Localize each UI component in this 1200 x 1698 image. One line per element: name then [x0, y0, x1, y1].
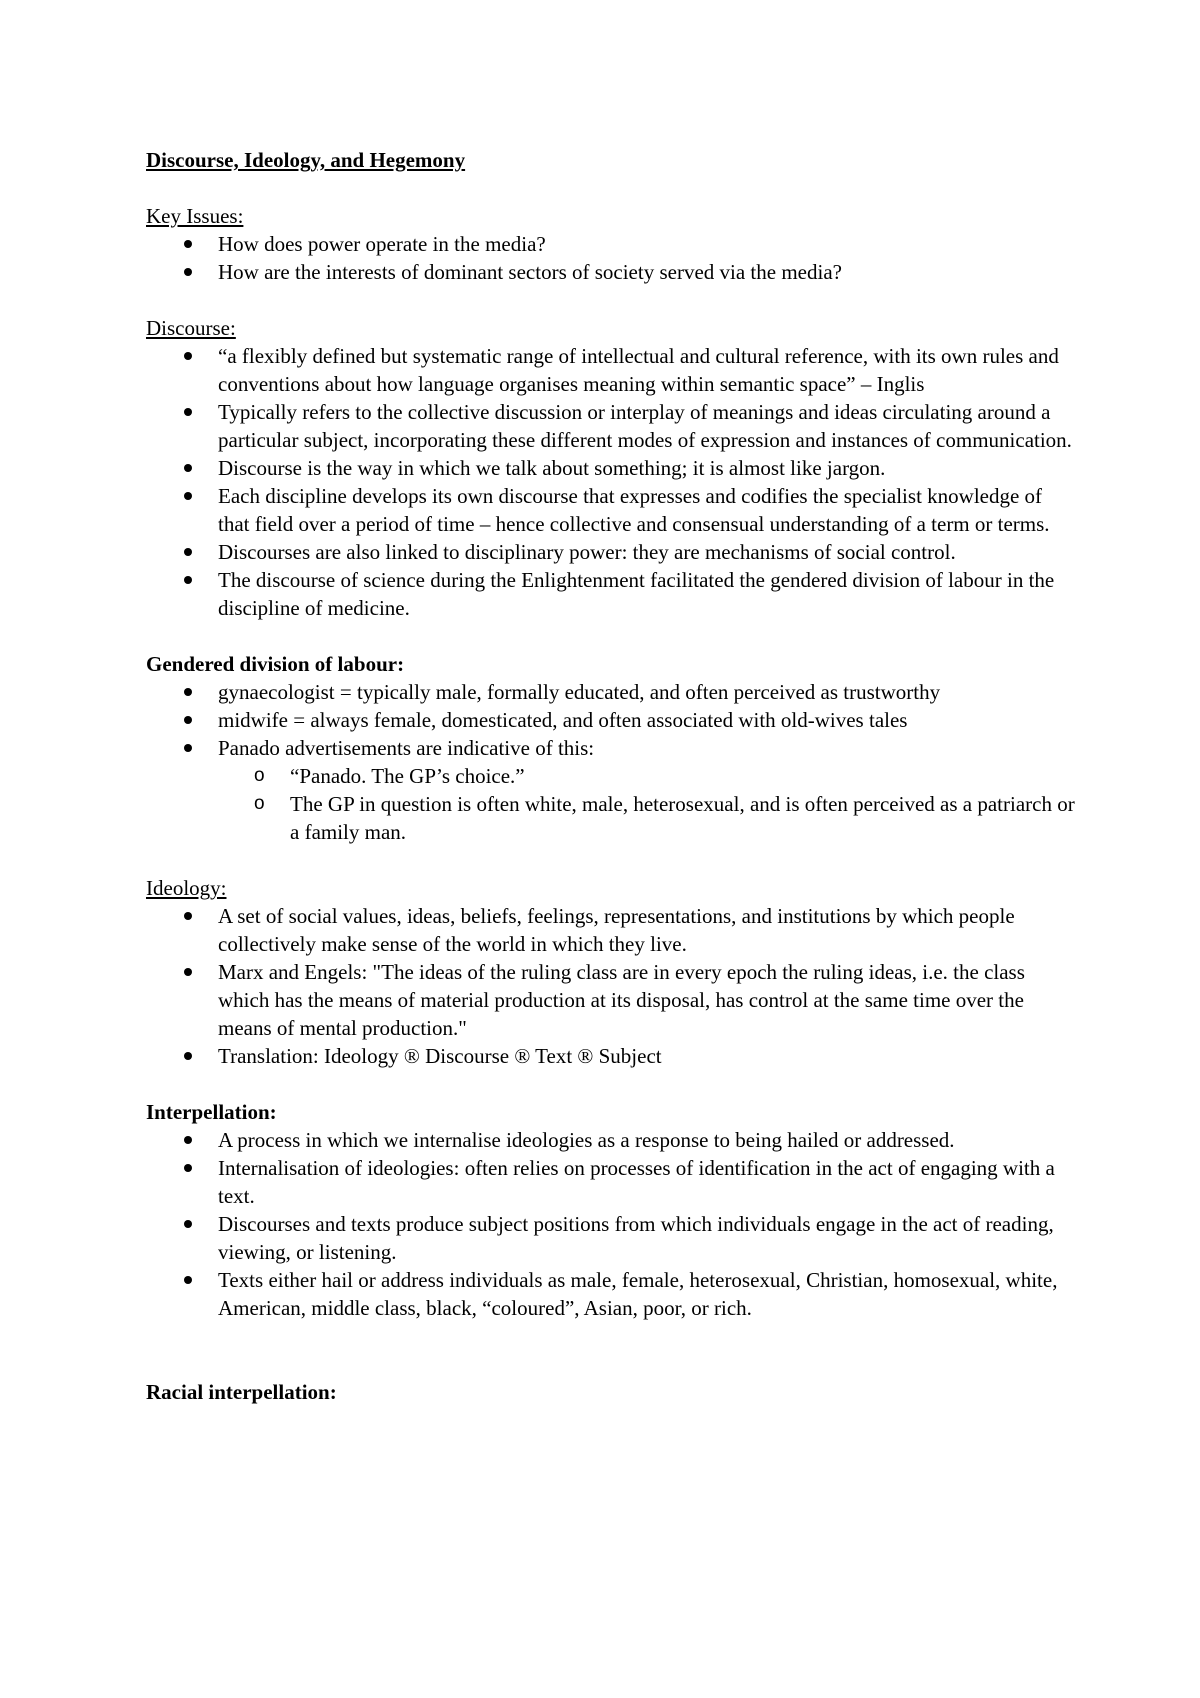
list-item: Marx and Engels: "The ideas of the ruling class are in every epoch the ruling ideas, i.e. the class which has the means of material production at its disposal, has control at the same time over the means of mental production." [146, 958, 1076, 1042]
list-item: Translation: Ideology ® Discourse ® Text ® Subject [146, 1042, 1076, 1070]
sub-list-item: o The GP in question is often white, male, heterosexual, and is often perceived as a patriarch or a family man. [218, 790, 1076, 846]
list-item: Discourses and texts produce subject positions from which individuals engage in the act of reading, viewing, or listening. [146, 1210, 1076, 1266]
key-issues-list [146, 230, 1076, 286]
list-item: Discourses are also linked to disciplinary power: they are mechanisms of social control. [146, 538, 1076, 566]
list-item: midwife = always female, domesticated, and often associated with old-wives tales [146, 706, 1076, 734]
sub-list-item: o “Panado. The GP’s choice.” [218, 762, 1076, 790]
list-item: A process in which we internalise ideologies as a response to being hailed or addressed. [146, 1126, 1076, 1154]
discourse-heading: Discourse: [146, 316, 236, 340]
list-item: Discourse is the way in which we talk about something; it is almost like jargon. [146, 454, 1076, 482]
ideology-list [146, 902, 1076, 1070]
list-item: A set of social values, ideas, beliefs, feelings, representations, and institutions by which people collectively make sense of the world in which they live. [146, 902, 1076, 958]
list-item: gynaecologist = typically male, formally educated, and often perceived as trustworthy [146, 678, 1076, 706]
list-item: How are the interests of dominant sectors of society served via the media? [146, 258, 1076, 286]
racial-interpellation-heading: Racial interpellation: [146, 1380, 337, 1404]
list-item: Internalisation of ideologies: often relies on processes of identification in the act of engaging with a text. [146, 1154, 1076, 1210]
ideology-heading: Ideology: [146, 876, 227, 900]
gendered-division-list [146, 678, 1076, 846]
list-item: Typically refers to the collective discussion or interplay of meanings and ideas circulating around a particular subject, incorporating these different modes of expression and instances of communication. [146, 398, 1076, 454]
list-item: “a flexibly defined but systematic range of intellectual and cultural reference, with its own rules and conventions about how language organises meaning within semantic space” – Inglis [146, 342, 1076, 398]
list-item-text: Panado advertisements are indicative of this: [218, 736, 595, 760]
interpellation-list [146, 1126, 1076, 1322]
key-issues-heading: Key Issues: [146, 204, 244, 228]
document-title: Discourse, Ideology, and Hegemony [146, 148, 466, 172]
document-page [146, 146, 1076, 1406]
panado-sub-list [218, 762, 1076, 846]
list-item: How does power operate in the media? [146, 230, 1076, 258]
list-item: Texts either hail or address individuals as male, female, heterosexual, Christian, homosexual, white, American, middle class, black, “coloured”, Asian, poor, or rich. [146, 1266, 1076, 1322]
interpellation-heading: Interpellation: [146, 1100, 277, 1124]
list-item: The discourse of science during the Enlightenment facilitated the gendered division of labour in the discipline of medicine. [146, 566, 1076, 622]
list-item: Each discipline develops its own discourse that expresses and codifies the specialist knowledge of that field over a period of time – hence collective and consensual understanding of a term or terms. [146, 482, 1076, 538]
discourse-list [146, 342, 1076, 622]
list-item [146, 734, 1076, 846]
gendered-division-heading: Gendered division of labour: [146, 652, 405, 676]
